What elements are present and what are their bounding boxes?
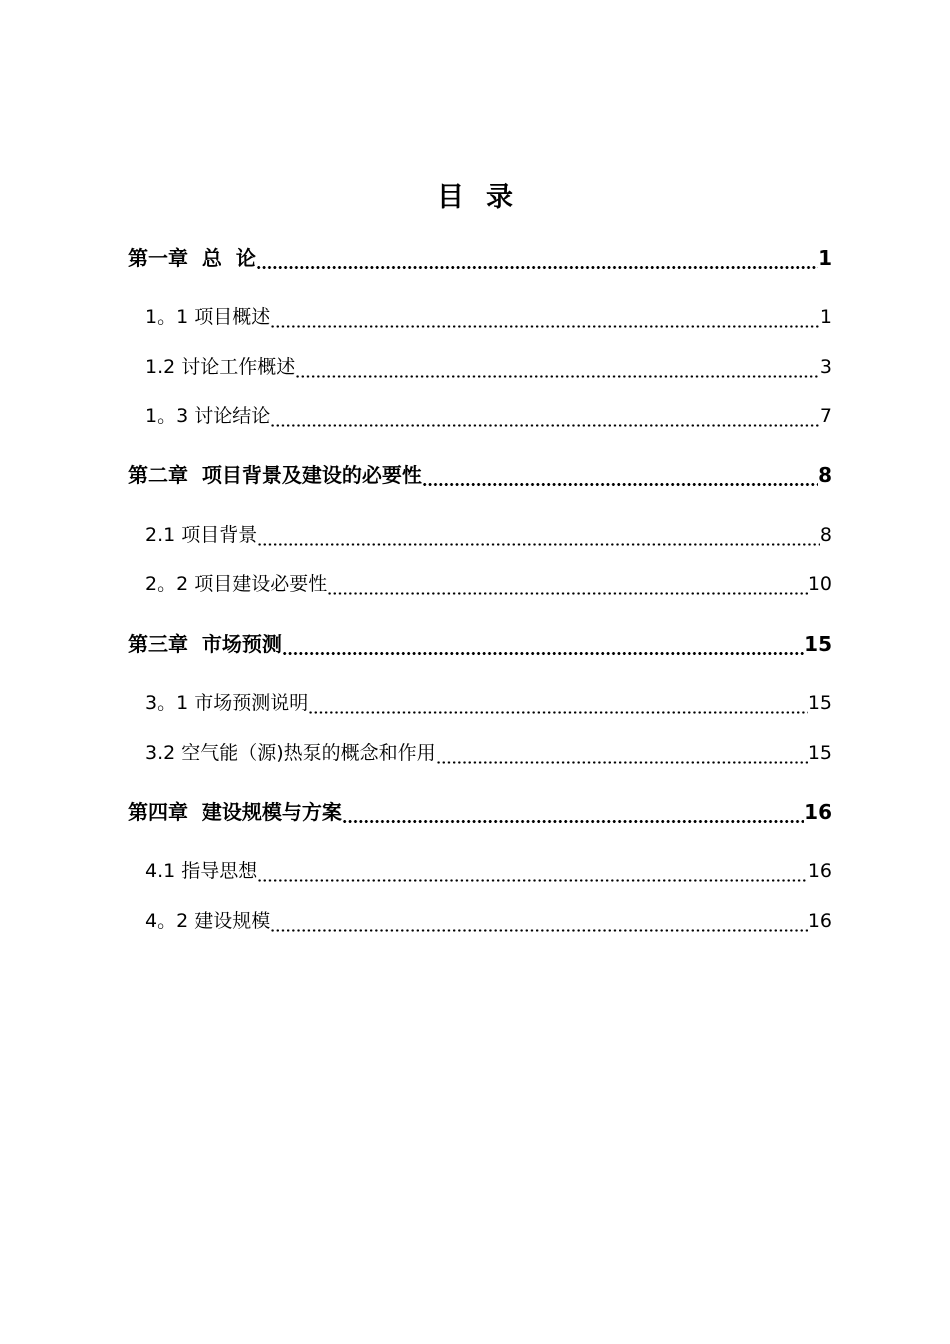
dot-leader (257, 859, 808, 883)
toc-entry-label: 2.1 项目背景 (145, 524, 258, 546)
toc-section-4-2[interactable] (145, 907, 832, 935)
dot-leader (308, 691, 808, 715)
toc-entry-label: 4。2 建设规模 (145, 910, 271, 932)
dot-leader (270, 909, 808, 933)
toc-section-1-1[interactable] (145, 303, 832, 331)
toc-page-number: 15 (807, 692, 832, 714)
toc-entry-label: 1。3 讨论结论 (145, 405, 271, 427)
dot-leader (270, 305, 820, 329)
toc-entry-label: 3.2 空气能（源)热泵的概念和作用 (145, 742, 436, 764)
toc-page-number: 3 (819, 356, 832, 378)
toc-title (0, 178, 950, 218)
toc-entry-label: 4.1 指导思想 (145, 860, 258, 882)
toc-section-4-1[interactable] (145, 857, 832, 885)
toc-page-number: 1 (819, 306, 832, 328)
toc-chapter-2[interactable] (128, 461, 832, 489)
toc-section-2-2[interactable] (145, 570, 832, 598)
toc-section-1-2[interactable] (145, 353, 832, 381)
toc-entry-label: 第三章 市场预测 (128, 632, 282, 656)
toc-section-1-3[interactable] (145, 402, 832, 430)
toc-entry-label: 1。1 项目概述 (145, 306, 271, 328)
toc-page-number: 7 (819, 405, 832, 427)
toc-page-number: 16 (804, 800, 832, 824)
toc-page-number: 8 (819, 524, 832, 546)
toc-entry-label: 第一章 总 论 (128, 246, 256, 270)
dot-leader (256, 246, 818, 270)
toc-chapter-4[interactable] (128, 798, 832, 826)
toc-page-number: 15 (807, 742, 832, 764)
toc-entry-label: 第四章 建设规模与方案 (128, 800, 342, 824)
dot-leader (257, 523, 820, 547)
toc-title-char-2: 录 (486, 182, 513, 213)
dot-leader (282, 632, 804, 656)
toc-chapter-1[interactable] (128, 244, 832, 272)
toc-entry-label: 2。2 项目建设必要性 (145, 573, 328, 595)
toc-page-number: 1 (818, 246, 832, 270)
toc-entry-label: 1.2 讨论工作概述 (145, 356, 296, 378)
dot-leader (327, 572, 808, 596)
dot-leader (436, 741, 808, 765)
dot-leader (422, 463, 818, 487)
toc-section-3-2[interactable] (145, 739, 832, 767)
toc-section-3-1[interactable] (145, 689, 832, 717)
dot-leader (270, 404, 820, 428)
toc-page-number: 16 (807, 910, 832, 932)
toc-chapter-3[interactable] (128, 630, 832, 658)
toc-entry-label: 第二章 项目背景及建设的必要性 (128, 463, 422, 487)
toc-entry-label: 3。1 市场预测说明 (145, 692, 309, 714)
toc-title-char-1: 目 (437, 182, 464, 213)
toc-page-number: 10 (807, 573, 832, 595)
toc-page-number: 16 (807, 860, 832, 882)
toc-section-2-1[interactable] (145, 521, 832, 549)
dot-leader (295, 355, 820, 379)
toc-page-number: 8 (818, 463, 832, 487)
dot-leader (342, 800, 804, 824)
toc-page-number: 15 (804, 632, 832, 656)
